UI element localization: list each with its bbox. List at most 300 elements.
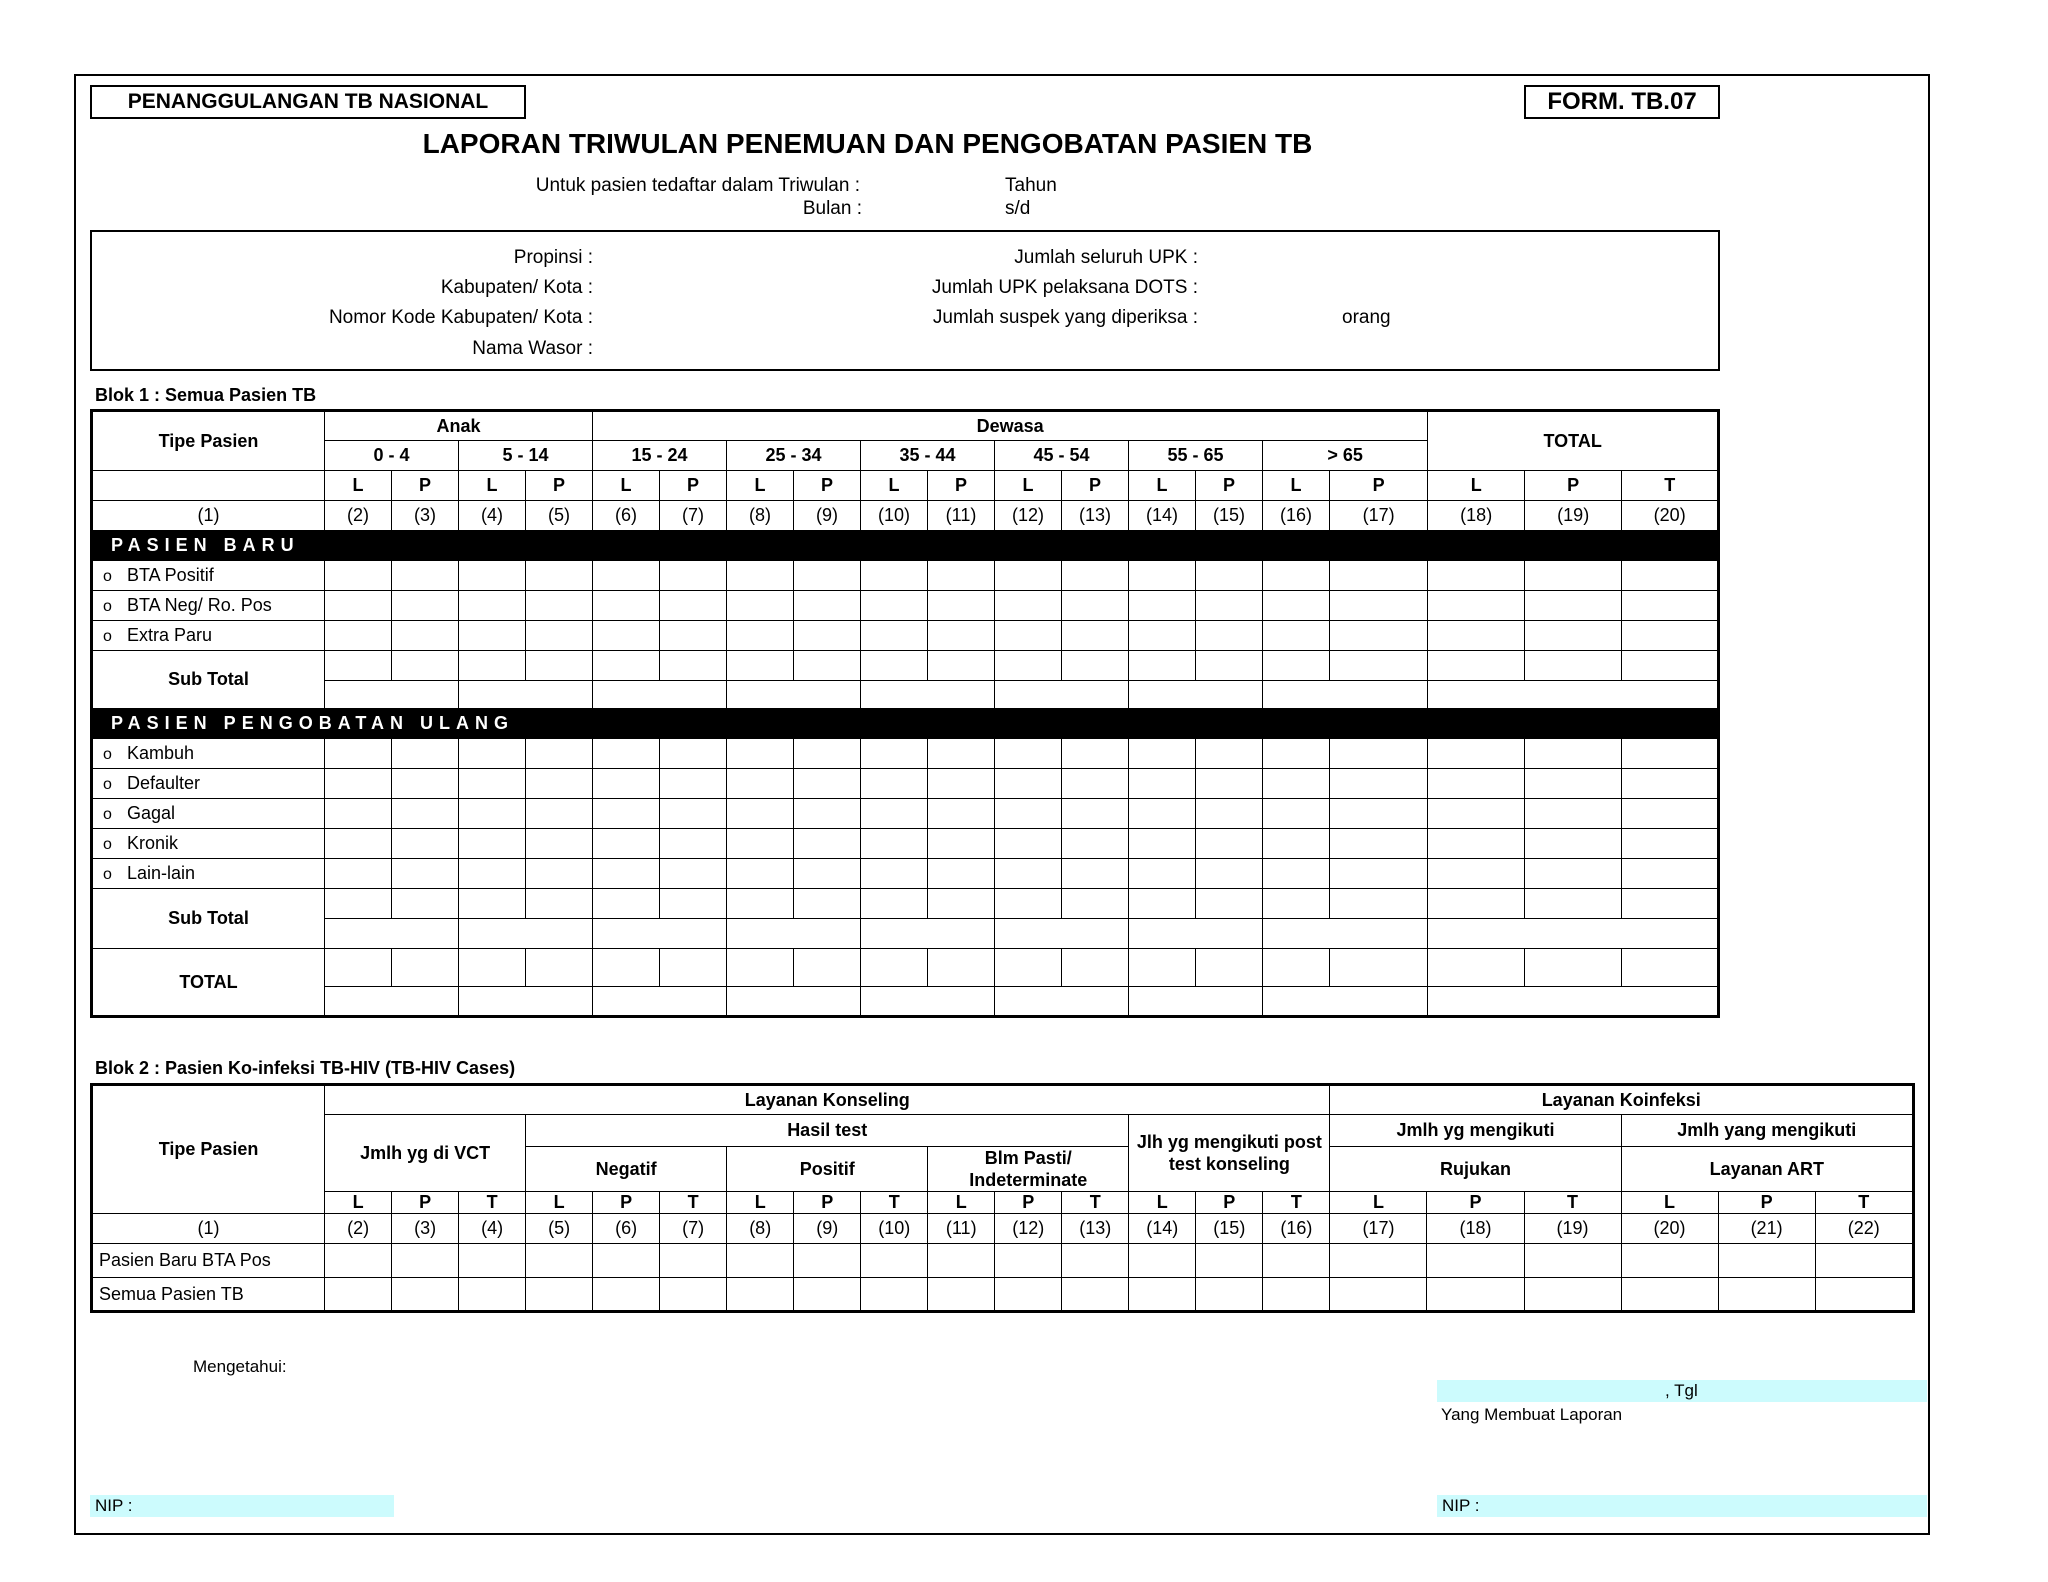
subtotal-sum-row (92, 987, 1719, 1017)
data-cell[interactable] (1129, 829, 1196, 859)
data-cell[interactable] (928, 859, 995, 889)
data-cell[interactable] (325, 1244, 392, 1278)
data-cell[interactable] (1427, 1244, 1524, 1278)
sum-cell[interactable] (1129, 681, 1263, 709)
data-cell[interactable] (1622, 949, 1719, 987)
data-cell[interactable] (1129, 561, 1196, 591)
data-cell[interactable] (727, 1278, 794, 1312)
data-cell[interactable] (1428, 621, 1525, 651)
nip-field-left[interactable] (90, 1495, 394, 1517)
data-cell[interactable] (526, 591, 593, 621)
data-cell[interactable] (861, 591, 928, 621)
data-cell[interactable] (995, 651, 1062, 681)
data-cell[interactable] (1525, 829, 1622, 859)
data-cell[interactable] (593, 829, 660, 859)
data-cell[interactable] (727, 591, 794, 621)
data-cell[interactable] (1129, 1278, 1196, 1312)
data-cell[interactable] (325, 739, 392, 769)
data-cell[interactable] (1196, 799, 1263, 829)
data-cell[interactable] (1196, 561, 1263, 591)
data-cell[interactable] (727, 651, 794, 681)
data-cell[interactable] (1428, 949, 1525, 987)
data-cell[interactable] (1129, 949, 1196, 987)
data-cell[interactable] (660, 889, 727, 919)
data-cell[interactable] (1196, 591, 1263, 621)
data-cell[interactable] (861, 621, 928, 651)
data-cell[interactable] (1428, 889, 1525, 919)
data-cell[interactable] (1062, 1278, 1129, 1312)
program-label: PENANGGULANGAN TB NASIONAL (90, 85, 526, 119)
data-cell[interactable] (861, 859, 928, 889)
data-cell[interactable] (727, 561, 794, 591)
age-group-header: 0 - 4 (325, 441, 459, 471)
data-cell[interactable] (1129, 651, 1196, 681)
data-cell[interactable] (1524, 1244, 1621, 1278)
data-cell[interactable] (1622, 561, 1719, 591)
sum-cell[interactable] (1263, 681, 1428, 709)
column-number: (13) (1062, 501, 1129, 531)
data-cell[interactable] (1621, 1244, 1718, 1278)
sum-cell[interactable] (727, 987, 861, 1017)
data-cell[interactable] (995, 799, 1062, 829)
data-cell[interactable] (1196, 739, 1263, 769)
sum-cell[interactable] (1263, 987, 1428, 1017)
data-cell[interactable] (861, 651, 928, 681)
data-cell[interactable] (660, 561, 727, 591)
data-cell[interactable] (928, 1278, 995, 1312)
data-cell[interactable] (1062, 591, 1129, 621)
data-cell[interactable] (794, 561, 861, 591)
data-cell[interactable] (1622, 799, 1719, 829)
sum-cell[interactable] (861, 987, 995, 1017)
data-cell[interactable] (794, 829, 861, 859)
column-number: (18) (1427, 1214, 1524, 1244)
data-cell[interactable] (1330, 1244, 1427, 1278)
data-cell[interactable] (392, 949, 459, 987)
data-cell[interactable] (1330, 591, 1428, 621)
data-cell[interactable] (1622, 829, 1719, 859)
data-cell[interactable] (1330, 769, 1428, 799)
data-cell[interactable] (1622, 889, 1719, 919)
sum-cell[interactable] (727, 919, 861, 949)
data-cell[interactable] (794, 799, 861, 829)
data-cell[interactable] (526, 561, 593, 591)
data-cell[interactable] (1525, 739, 1622, 769)
data-cell[interactable] (1427, 1278, 1524, 1312)
data-cell[interactable] (794, 889, 861, 919)
data-cell[interactable] (1330, 651, 1428, 681)
data-cell[interactable] (1196, 651, 1263, 681)
data-cell[interactable] (325, 949, 392, 987)
data-cell[interactable] (660, 1278, 727, 1312)
data-cell[interactable] (1330, 829, 1428, 859)
data-cell[interactable] (1525, 591, 1622, 621)
data-cell[interactable] (392, 769, 459, 799)
data-cell[interactable] (660, 739, 727, 769)
data-cell[interactable] (1622, 651, 1719, 681)
data-cell[interactable] (1718, 1244, 1815, 1278)
data-cell[interactable] (1062, 889, 1129, 919)
sum-cell[interactable] (1428, 681, 1719, 709)
data-cell[interactable] (325, 651, 392, 681)
data-cell[interactable] (1525, 889, 1622, 919)
data-cell[interactable] (392, 651, 459, 681)
data-cell[interactable] (1330, 739, 1428, 769)
data-cell[interactable] (1196, 1278, 1263, 1312)
data-cell[interactable] (526, 769, 593, 799)
data-cell[interactable] (392, 829, 459, 859)
data-cell[interactable] (1062, 739, 1129, 769)
data-cell[interactable] (1428, 769, 1525, 799)
data-cell[interactable] (660, 949, 727, 987)
data-cell[interactable] (325, 889, 392, 919)
data-cell[interactable] (526, 829, 593, 859)
sum-cell[interactable] (593, 987, 727, 1017)
data-cell[interactable] (861, 769, 928, 799)
data-cell[interactable] (1196, 889, 1263, 919)
data-cell[interactable] (1622, 591, 1719, 621)
data-cell[interactable] (1330, 1278, 1427, 1312)
data-cell[interactable] (928, 799, 995, 829)
data-cell[interactable] (660, 621, 727, 651)
data-cell[interactable] (1196, 621, 1263, 651)
data-cell[interactable] (526, 889, 593, 919)
data-cell[interactable] (1263, 1278, 1330, 1312)
data-cell[interactable] (459, 859, 526, 889)
data-cell[interactable] (928, 739, 995, 769)
column-number: (21) (1718, 1214, 1815, 1244)
data-cell[interactable] (1196, 1244, 1263, 1278)
date-field[interactable] (1437, 1380, 1927, 1402)
data-cell[interactable] (794, 591, 861, 621)
data-cell[interactable] (526, 1244, 593, 1278)
sex-header: L (593, 471, 660, 501)
data-cell[interactable] (1815, 1278, 1913, 1312)
data-cell[interactable] (794, 651, 861, 681)
data-cell[interactable] (593, 889, 660, 919)
data-cell[interactable] (526, 1278, 593, 1312)
data-cell[interactable] (1330, 949, 1428, 987)
data-cell[interactable] (794, 769, 861, 799)
data-cell[interactable] (1263, 769, 1330, 799)
sum-cell[interactable] (861, 919, 995, 949)
sum-cell[interactable] (1263, 919, 1428, 949)
data-cell[interactable] (1129, 889, 1196, 919)
data-cell[interactable] (593, 561, 660, 591)
data-cell[interactable] (526, 621, 593, 651)
data-cell[interactable] (1062, 859, 1129, 889)
data-cell[interactable] (794, 1278, 861, 1312)
data-cell[interactable] (1062, 799, 1129, 829)
data-cell[interactable] (1263, 651, 1330, 681)
data-cell[interactable] (392, 591, 459, 621)
data-cell[interactable] (995, 1278, 1062, 1312)
data-cell[interactable] (593, 621, 660, 651)
data-cell[interactable] (861, 889, 928, 919)
data-cell[interactable] (1129, 739, 1196, 769)
data-cell[interactable] (392, 1244, 459, 1278)
data-cell[interactable] (995, 621, 1062, 651)
data-cell[interactable] (325, 1278, 392, 1312)
sum-cell[interactable] (593, 919, 727, 949)
data-cell[interactable] (995, 829, 1062, 859)
data-cell[interactable] (593, 739, 660, 769)
data-cell[interactable] (1062, 1244, 1129, 1278)
sum-cell[interactable] (1428, 919, 1719, 949)
data-cell[interactable] (861, 829, 928, 859)
data-cell[interactable] (995, 739, 1062, 769)
data-cell[interactable] (995, 1244, 1062, 1278)
sum-cell[interactable] (1428, 987, 1719, 1017)
data-cell[interactable] (459, 1278, 526, 1312)
data-cell[interactable] (660, 651, 727, 681)
data-cell[interactable] (325, 799, 392, 829)
data-cell[interactable] (392, 561, 459, 591)
data-cell[interactable] (593, 1244, 660, 1278)
data-cell[interactable] (861, 799, 928, 829)
data-cell[interactable] (1428, 829, 1525, 859)
data-cell[interactable] (660, 859, 727, 889)
data-cell[interactable] (1129, 591, 1196, 621)
data-cell[interactable] (526, 799, 593, 829)
data-cell[interactable] (1129, 859, 1196, 889)
data-cell[interactable] (459, 799, 526, 829)
data-cell[interactable] (995, 889, 1062, 919)
table-row (92, 591, 1719, 621)
sum-cell[interactable] (861, 681, 995, 709)
sum-cell[interactable] (593, 681, 727, 709)
age-group-header: 25 - 34 (727, 441, 861, 471)
data-cell[interactable] (392, 799, 459, 829)
sum-cell[interactable] (459, 987, 593, 1017)
hasil-test-header: Hasil test (526, 1115, 1129, 1147)
data-cell[interactable] (1525, 651, 1622, 681)
data-cell[interactable] (1263, 829, 1330, 859)
data-cell[interactable] (1263, 889, 1330, 919)
data-cell[interactable] (727, 949, 794, 987)
data-cell[interactable] (325, 591, 392, 621)
data-cell[interactable] (727, 621, 794, 651)
sum-cell[interactable] (325, 987, 459, 1017)
data-cell[interactable] (392, 739, 459, 769)
data-cell[interactable] (928, 591, 995, 621)
data-cell[interactable] (861, 1244, 928, 1278)
sum-cell[interactable] (1129, 919, 1263, 949)
data-cell[interactable] (861, 561, 928, 591)
data-cell[interactable] (459, 889, 526, 919)
data-cell[interactable] (995, 949, 1062, 987)
data-cell[interactable] (593, 799, 660, 829)
data-cell[interactable] (1330, 621, 1428, 651)
data-cell[interactable] (325, 859, 392, 889)
data-cell[interactable] (1525, 561, 1622, 591)
data-cell[interactable] (1718, 1278, 1815, 1312)
data-cell[interactable] (1196, 949, 1263, 987)
lpt-header: T (1815, 1192, 1913, 1214)
data-cell[interactable] (1263, 739, 1330, 769)
data-cell[interactable] (727, 829, 794, 859)
data-cell[interactable] (727, 889, 794, 919)
sum-cell[interactable] (727, 681, 861, 709)
data-cell[interactable] (1428, 591, 1525, 621)
data-cell[interactable] (593, 859, 660, 889)
data-cell[interactable] (325, 561, 392, 591)
column-number: (7) (660, 1214, 727, 1244)
data-cell[interactable] (1525, 769, 1622, 799)
data-cell[interactable] (459, 651, 526, 681)
sum-cell[interactable] (995, 681, 1129, 709)
data-cell[interactable] (794, 739, 861, 769)
data-cell[interactable] (1263, 621, 1330, 651)
sum-cell[interactable] (459, 919, 593, 949)
data-cell[interactable] (1129, 1244, 1196, 1278)
data-cell[interactable] (325, 621, 392, 651)
data-cell[interactable] (1525, 799, 1622, 829)
data-cell[interactable] (995, 561, 1062, 591)
sum-cell[interactable] (995, 987, 1129, 1017)
data-cell[interactable] (1196, 829, 1263, 859)
column-number: (14) (1129, 501, 1196, 531)
data-cell[interactable] (995, 769, 1062, 799)
data-cell[interactable] (1330, 799, 1428, 829)
data-cell[interactable] (928, 561, 995, 591)
data-cell[interactable] (660, 799, 727, 829)
data-cell[interactable] (1815, 1244, 1913, 1278)
data-cell[interactable] (928, 769, 995, 799)
data-cell[interactable] (1062, 949, 1129, 987)
data-cell[interactable] (459, 591, 526, 621)
data-cell[interactable] (1330, 889, 1428, 919)
data-cell[interactable] (928, 829, 995, 859)
sum-cell[interactable] (459, 681, 593, 709)
data-cell[interactable] (1330, 561, 1428, 591)
data-cell[interactable] (861, 1278, 928, 1312)
data-cell[interactable] (526, 651, 593, 681)
data-cell[interactable] (928, 651, 995, 681)
data-cell[interactable] (1428, 859, 1525, 889)
data-cell[interactable] (1263, 591, 1330, 621)
data-cell[interactable] (727, 1244, 794, 1278)
data-cell[interactable] (526, 859, 593, 889)
data-cell[interactable] (1263, 859, 1330, 889)
data-cell[interactable] (727, 739, 794, 769)
sex-header: P (1196, 471, 1263, 501)
data-cell[interactable] (1525, 949, 1622, 987)
data-cell[interactable] (526, 949, 593, 987)
data-cell[interactable] (459, 1244, 526, 1278)
data-cell[interactable] (928, 889, 995, 919)
data-cell[interactable] (1129, 769, 1196, 799)
data-cell[interactable] (928, 949, 995, 987)
data-cell[interactable] (861, 949, 928, 987)
nip-field-right[interactable] (1437, 1495, 1927, 1517)
data-cell[interactable] (1622, 739, 1719, 769)
data-cell[interactable] (593, 1278, 660, 1312)
data-cell[interactable] (1622, 769, 1719, 799)
data-cell[interactable] (459, 829, 526, 859)
sum-cell[interactable] (1129, 987, 1263, 1017)
data-cell[interactable] (593, 769, 660, 799)
data-cell[interactable] (1428, 799, 1525, 829)
data-cell[interactable] (392, 1278, 459, 1312)
data-cell[interactable] (660, 769, 727, 799)
data-cell[interactable] (1196, 769, 1263, 799)
data-cell[interactable] (1428, 651, 1525, 681)
data-cell[interactable] (1062, 651, 1129, 681)
data-cell[interactable] (1129, 799, 1196, 829)
data-cell[interactable] (794, 1244, 861, 1278)
sum-cell[interactable] (325, 919, 459, 949)
data-cell[interactable] (459, 769, 526, 799)
data-cell[interactable] (995, 591, 1062, 621)
data-cell[interactable] (1524, 1278, 1621, 1312)
data-cell[interactable] (392, 621, 459, 651)
data-cell[interactable] (1622, 859, 1719, 889)
data-cell[interactable] (1330, 859, 1428, 889)
data-cell[interactable] (593, 591, 660, 621)
data-cell[interactable] (526, 739, 593, 769)
data-cell[interactable] (1062, 561, 1129, 591)
data-cell[interactable] (727, 769, 794, 799)
data-cell[interactable] (727, 799, 794, 829)
data-cell[interactable] (1621, 1278, 1718, 1312)
data-cell[interactable] (727, 859, 794, 889)
data-cell[interactable] (459, 739, 526, 769)
data-cell[interactable] (660, 591, 727, 621)
data-cell[interactable] (1525, 859, 1622, 889)
data-cell[interactable] (928, 1244, 995, 1278)
data-cell[interactable] (794, 949, 861, 987)
anak-header: Anak (325, 411, 593, 441)
data-cell[interactable] (459, 561, 526, 591)
data-cell[interactable] (1263, 949, 1330, 987)
data-cell[interactable] (325, 829, 392, 859)
data-cell[interactable] (928, 621, 995, 651)
column-number: (22) (1815, 1214, 1913, 1244)
data-cell[interactable] (794, 859, 861, 889)
table-row (92, 859, 1719, 889)
data-cell[interactable] (660, 1244, 727, 1278)
data-cell[interactable] (325, 769, 392, 799)
sum-cell[interactable] (995, 919, 1129, 949)
data-cell[interactable] (1263, 799, 1330, 829)
column-number: (17) (1330, 501, 1428, 531)
post-test-header: Jlh yg mengikuti post test konseling (1129, 1115, 1330, 1192)
data-cell[interactable] (1428, 739, 1525, 769)
data-cell[interactable] (392, 859, 459, 889)
data-cell[interactable] (995, 859, 1062, 889)
data-cell[interactable] (1129, 621, 1196, 651)
data-cell[interactable] (861, 739, 928, 769)
data-cell[interactable] (1428, 561, 1525, 591)
data-cell[interactable] (392, 889, 459, 919)
data-cell[interactable] (1196, 859, 1263, 889)
data-cell[interactable] (1062, 769, 1129, 799)
data-cell[interactable] (1263, 1244, 1330, 1278)
data-cell[interactable] (1062, 829, 1129, 859)
sum-cell[interactable] (325, 681, 459, 709)
data-cell[interactable] (1622, 621, 1719, 651)
data-cell[interactable] (1525, 621, 1622, 651)
data-cell[interactable] (459, 621, 526, 651)
data-cell[interactable] (593, 949, 660, 987)
data-cell[interactable] (593, 651, 660, 681)
data-cell[interactable] (459, 949, 526, 987)
data-cell[interactable] (660, 829, 727, 859)
data-cell[interactable] (794, 621, 861, 651)
data-cell[interactable] (1263, 561, 1330, 591)
data-cell[interactable] (1062, 621, 1129, 651)
